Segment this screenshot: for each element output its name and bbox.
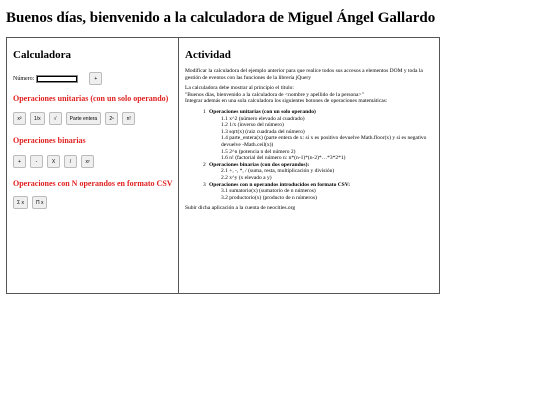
csv-ops-heading: Operaciones con N operandos en formato CSV [13, 179, 173, 188]
factorial-button[interactable]: n! [122, 112, 135, 125]
list-subitem: 3.1 sumatorio(x) (sumatorio de n números) [221, 188, 316, 195]
list-subitem: 1.6 n! (factorial del número n: n*(n-1)*(n-2)*…*3*2*1) [221, 155, 346, 162]
integer-part-button[interactable]: Parte entera [66, 112, 102, 125]
inverse-button[interactable]: 1/x [30, 112, 45, 125]
list-item-number: 3 [203, 181, 206, 188]
plus-button[interactable]: + [89, 72, 102, 85]
activity-panel [179, 37, 440, 294]
product-button[interactable]: Π x [32, 196, 48, 209]
list-subitem: 1.4 parte_entera(x) (parte entera de x: si x es positivo devuelve Math.floor(x) y si es negativo devuelve -Math.ceil(x)) [221, 135, 427, 148]
activity-intro: Modificar la calculadora del ejemplo anterior para que realice todos sus accesos a elementos DOM y toda la gestión de eventos con las funciones de la librería jQuery [185, 68, 423, 81]
list-subitem: 2.2 x^y (x elevado a y) [221, 174, 272, 181]
square-button[interactable]: x² [13, 112, 26, 125]
list-subitem: 1.5 2^n (potencia n del número 2) [221, 148, 296, 155]
sqrt-button[interactable]: √ [49, 112, 62, 125]
calculator-panel [6, 37, 179, 294]
instruction-line: "Buenos días, bienvenido a la calculadora de <nombre y apellido de la persona>" [185, 91, 364, 98]
number-input[interactable] [37, 76, 77, 82]
activity-text [185, 68, 437, 216]
activity-instructions [185, 85, 437, 105]
binary-ops-heading: Operaciones binarias [13, 136, 86, 145]
page-title: Buenos días, bienvenido a la calculadora de Miguel Ángel Gallardo [6, 10, 436, 26]
calculator-heading: Calculadora [13, 49, 72, 61]
list-item-title: Operaciones unitarias (con un solo operando) [209, 108, 316, 115]
unary-ops-buttons [13, 112, 135, 125]
list-item-title: Operaciones binarias (con dos operandos): [209, 161, 310, 168]
list-item-number: 2 [203, 161, 206, 168]
number-label: Número: [13, 75, 35, 82]
unary-ops-heading: Operaciones unitarias (con un solo operando) [13, 94, 169, 103]
list-subitem: 2.1 +, -, *, / (suma, resta, multiplicación y división) [221, 168, 335, 175]
list-subitem: 1.1 x^2 (número elevado al cuadrado) [221, 115, 305, 122]
list-subitem: 1.2 1/x (inverso del número) [221, 122, 284, 129]
multiply-button[interactable]: X [47, 155, 60, 168]
number-row [13, 72, 102, 85]
subtract-button[interactable]: - [30, 155, 43, 168]
power-button[interactable]: xʸ [81, 155, 94, 168]
list-item [185, 109, 437, 116]
power-of-two-button[interactable]: 2ⁿ [105, 112, 118, 125]
binary-ops-buttons [13, 155, 94, 168]
instruction-line: La calculadora debe mostrar al principio el título: [185, 85, 294, 92]
list-subitem: 1.3 sqrt(x) (raiz cuadrada del número) [221, 128, 305, 135]
list-item-number: 1 [203, 108, 206, 115]
list-subitem: 3.2 productorio(x) (producto de n números) [221, 194, 317, 201]
list-item-title: Operaciones con n operandos introducidos en formato CSV: [209, 181, 351, 188]
activity-footer: Subir dicha aplicación a la cuenta de neocities.org [185, 205, 296, 212]
add-button[interactable]: + [13, 155, 26, 168]
sum-button[interactable]: Σ x [13, 196, 28, 209]
divide-button[interactable]: / [64, 155, 77, 168]
instruction-line: Integrar además en una sola calculadora los siguientes botones de operaciones matemáticas: [185, 98, 388, 105]
operations-list [185, 109, 437, 201]
activity-heading: Actividad [185, 49, 231, 61]
csv-ops-buttons [13, 196, 47, 209]
